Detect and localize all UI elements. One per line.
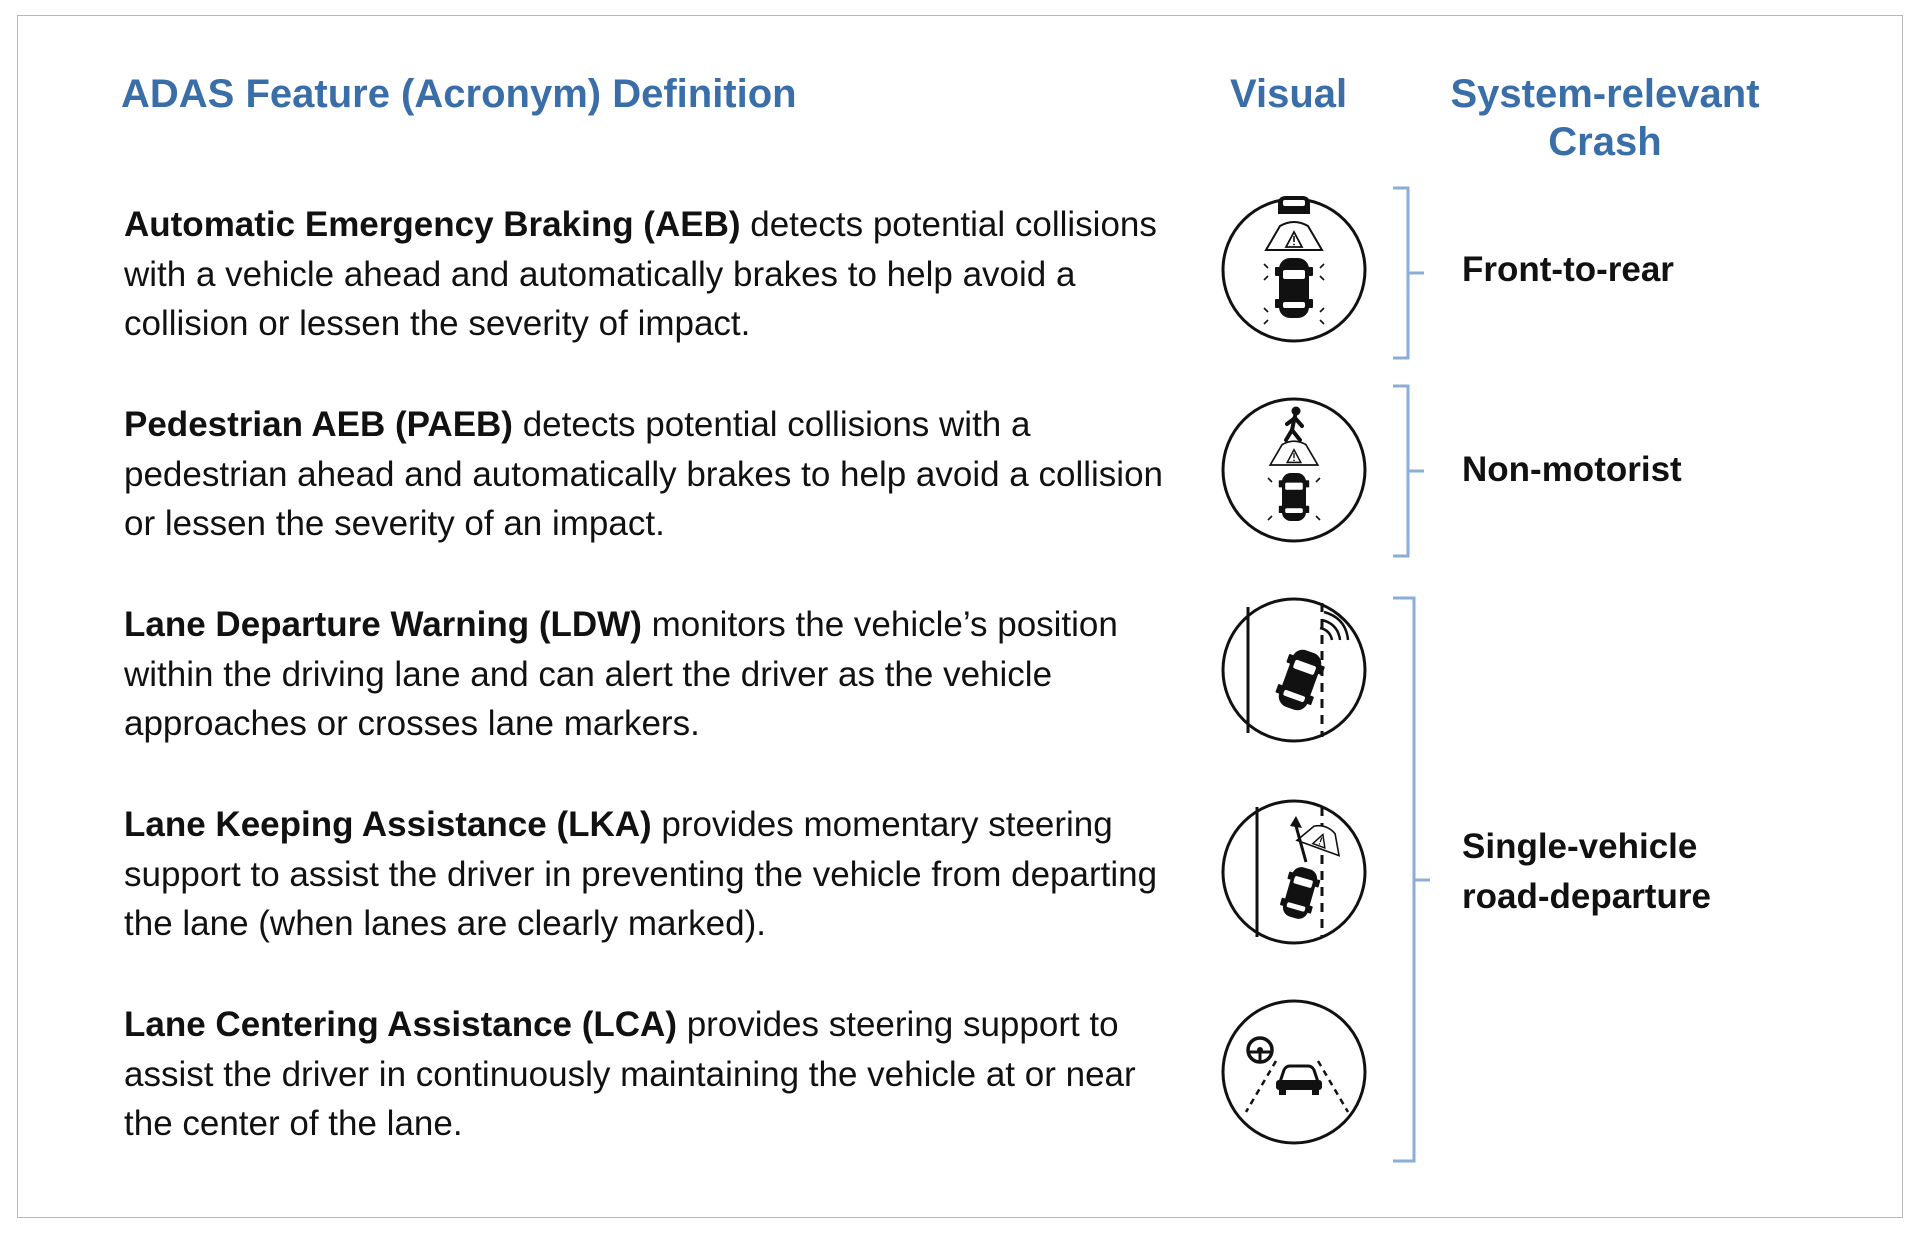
feature-name: Pedestrian AEB (PAEB) (124, 405, 513, 444)
feature-definition: provides momentary steering support to assist the driver in preventing the vehicle from departing the lane (when lanes are clearly marked). (124, 805, 1158, 943)
header-visual: Visual (1230, 72, 1348, 116)
header-definition: ADAS Feature (Acronym) Definition (121, 72, 797, 116)
bracket-road-departure (1393, 598, 1430, 1161)
ldw-lane-warning-icon (1223, 599, 1365, 741)
crash-label-line2: road-departure (1462, 876, 1711, 916)
aeb-car-ahead-icon (1223, 196, 1365, 341)
lka-steer-back-icon (1223, 801, 1365, 943)
feature-definition: monitors the vehicle’s position within the driving lane and can alert the driver as the vehicle approaches or crosses lane markers. (124, 605, 1118, 743)
paeb-pedestrian-icon (1223, 399, 1365, 541)
lca-steering-wheel-icon (1223, 1001, 1365, 1143)
feature-definition: provides steering support to assist the driver in continuously maintaining the vehicle at or near the center of the lane. (124, 1005, 1136, 1143)
crash-label-line1: Non-motorist (1462, 450, 1682, 489)
bracket-non-motorist (1393, 386, 1424, 556)
crash-label-line1: Front-to-rear (1462, 250, 1674, 289)
header-crash-line2: Crash (1548, 120, 1662, 164)
feature-name: Lane Keeping Assistance (LKA) (124, 805, 652, 844)
feature-definition: detects potential collisions with a vehicle ahead and automatically brakes to help avoid a collision or lessen the severity of impact. (124, 205, 1157, 343)
feature-name: Automatic Emergency Braking (AEB) (124, 205, 741, 244)
feature-definition: detects potential collisions with a pedestrian ahead and automatically brakes to help avoid a collision or lessen the severity of an impact. (124, 405, 1163, 543)
crash-label-line1: Single-vehicle (1462, 827, 1698, 866)
feature-name: Lane Departure Warning (LDW) (124, 605, 642, 644)
bracket-front-to-rear (1393, 188, 1424, 358)
feature-name: Lane Centering Assistance (LCA) (124, 1005, 677, 1044)
header-crash-line1: System-relevant (1450, 72, 1760, 116)
